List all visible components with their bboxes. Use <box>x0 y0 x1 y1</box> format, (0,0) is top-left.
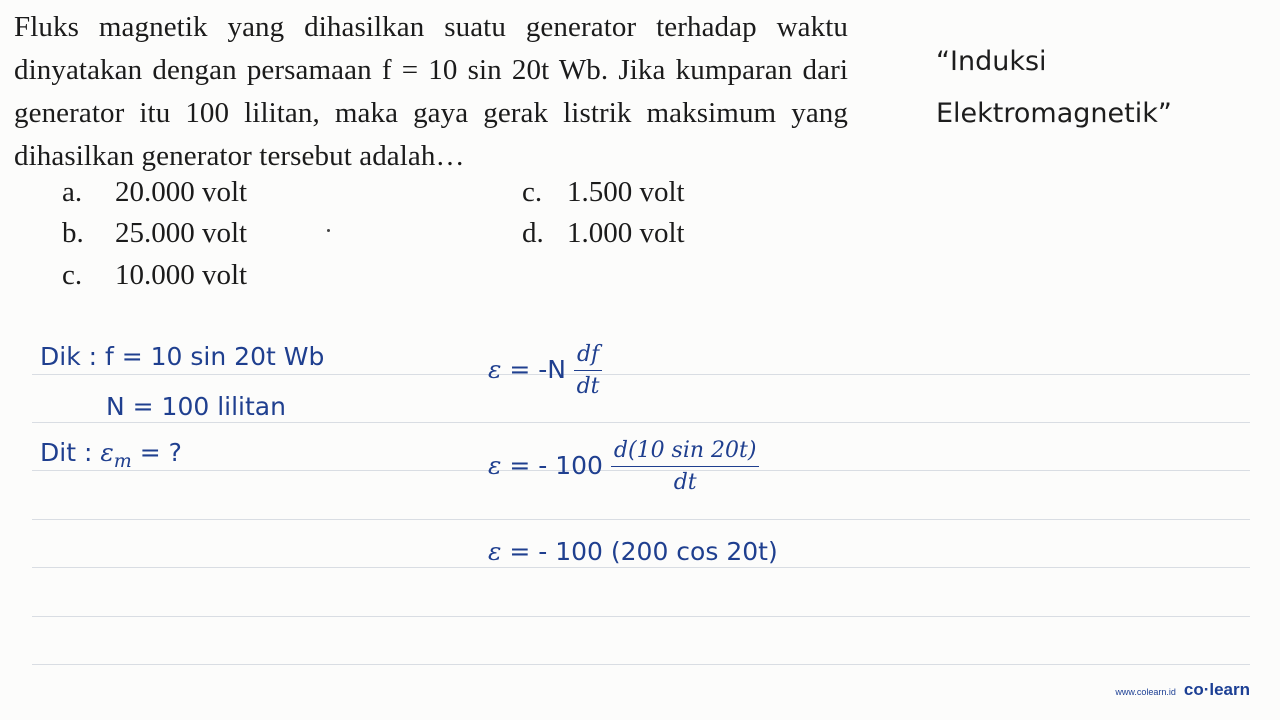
option-c <box>62 257 247 293</box>
logo-url: www.colearn.id <box>1115 687 1176 697</box>
equation-mid: = -N <box>501 355 574 384</box>
ruled-line <box>32 616 1250 617</box>
ruled-line <box>32 374 1250 375</box>
dik-label: Dik : <box>40 342 98 371</box>
fraction-derivative <box>611 438 760 496</box>
known-flux <box>40 342 324 372</box>
flux-equation: f = 10 sin 20t Wb <box>105 342 325 371</box>
emf-subscript: m <box>113 450 132 472</box>
emf-symbol: ε <box>100 438 114 467</box>
fraction-df-dt <box>574 342 602 400</box>
dit-rest: = ? <box>131 438 182 467</box>
ruled-line <box>32 519 1250 520</box>
denominator: dt <box>576 374 600 399</box>
option-a <box>62 174 247 210</box>
topic-line-1: “Induksi <box>936 46 1047 77</box>
denominator: dt <box>673 470 697 495</box>
option-letter: c. <box>522 176 543 208</box>
emf-symbol: ε <box>488 537 502 566</box>
option-text: 10.000 volt <box>115 259 248 291</box>
topic-line-2: Elektromagnetik” <box>936 98 1172 129</box>
dit-label: Dit : <box>40 438 93 467</box>
option-text: 25.000 volt <box>115 217 248 249</box>
faraday-equation <box>488 342 602 400</box>
emf-symbol: ε <box>488 355 502 384</box>
option-text: 1.500 volt <box>567 176 685 208</box>
asked-emf <box>40 438 182 476</box>
option-text: 1.000 volt <box>567 217 685 249</box>
emf-symbol: ε <box>488 451 502 480</box>
equation-rest: = - 100 (200 cos 20t) <box>501 537 778 566</box>
option-letter: c. <box>62 259 83 291</box>
known-turns: N = 100 lilitan <box>106 392 286 421</box>
ruled-line <box>32 567 1250 568</box>
topic-label <box>936 36 1216 140</box>
ruled-line <box>32 664 1250 665</box>
option-letter: b. <box>62 217 84 249</box>
option-c-alt <box>522 174 685 210</box>
equation-mid: = - 100 <box>501 451 611 480</box>
numerator: d(10 sin 20t) <box>611 438 760 467</box>
substituted-equation <box>488 438 759 496</box>
option-letter: a. <box>62 176 83 208</box>
stray-dot <box>327 229 330 232</box>
numerator: df <box>574 342 602 371</box>
logo-brand: co·learn <box>1183 680 1250 699</box>
derived-equation <box>488 537 778 567</box>
question-text: Fluks magnetik yang dihasilkan suatu generator terhadap waktu dinyatakan dengan persamaan f = 10 sin 20t Wb. Jika kumparan dari generator itu 100 lilitan, maka gaya gerak listrik maksimum yang dihasilkan generator tersebut adalah… <box>14 11 848 172</box>
option-d <box>522 215 685 251</box>
ruled-line <box>32 422 1250 423</box>
colearn-logo <box>1115 680 1250 700</box>
option-b <box>62 215 247 251</box>
option-text: 20.000 volt <box>115 176 248 208</box>
option-letter: d. <box>522 217 544 249</box>
